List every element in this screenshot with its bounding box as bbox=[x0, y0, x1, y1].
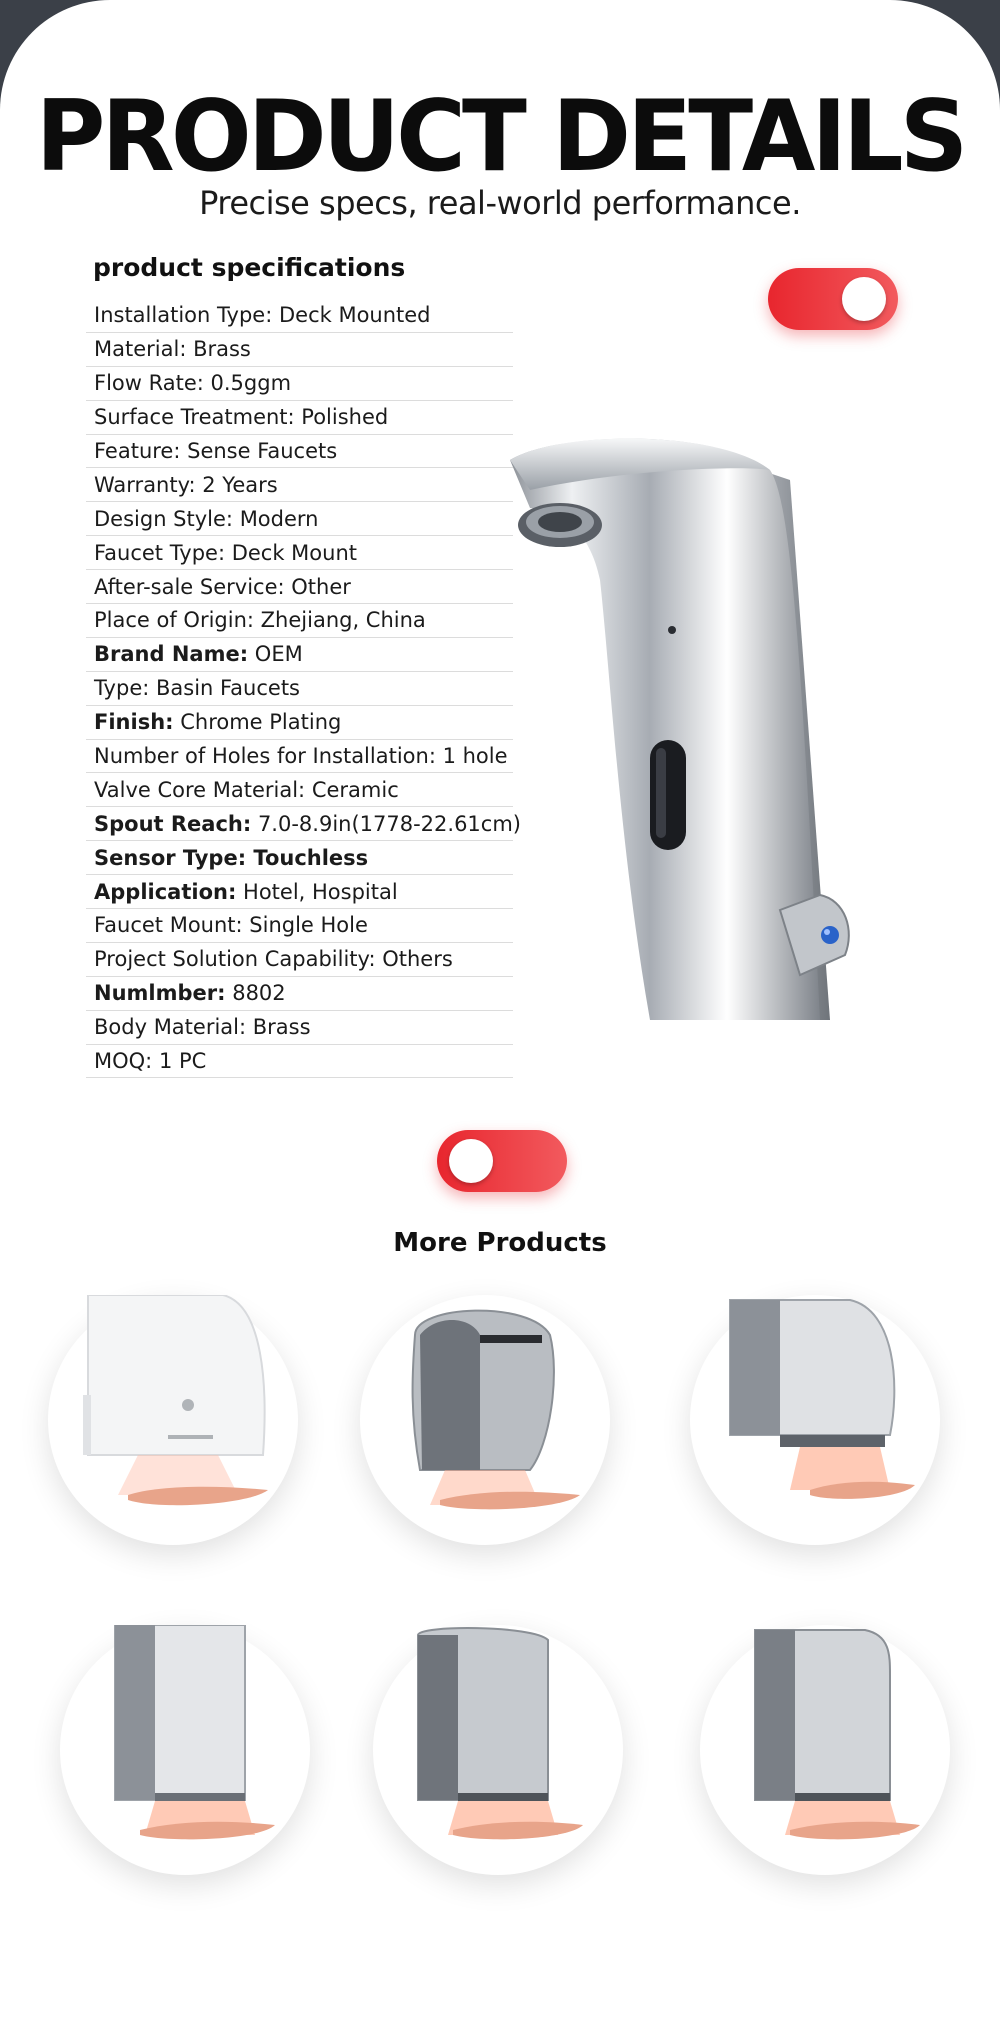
spec-key: Faucet Type: bbox=[94, 540, 226, 565]
spec-value: Ceramic bbox=[305, 777, 399, 802]
hand-dryer-icon bbox=[700, 1625, 950, 1875]
spec-row bbox=[86, 604, 513, 638]
spec-row bbox=[86, 333, 513, 367]
hand-dryer-icon bbox=[60, 1625, 310, 1875]
spec-row bbox=[86, 299, 513, 333]
spec-value: Polished bbox=[294, 405, 389, 430]
spec-value: Other bbox=[284, 574, 351, 599]
spec-value: Brass bbox=[186, 337, 251, 362]
spec-row bbox=[86, 536, 513, 570]
spec-value: Zhejiang, China bbox=[253, 608, 426, 633]
spec-value: Deck Mount bbox=[225, 540, 357, 565]
toggle-knob bbox=[449, 1139, 493, 1183]
spec-value: 2 Years bbox=[195, 472, 278, 497]
spec-key: Sensor Type: bbox=[94, 845, 247, 870]
product-thumb-1[interactable] bbox=[48, 1295, 298, 1545]
spec-row bbox=[86, 468, 513, 502]
spec-row bbox=[86, 638, 513, 672]
product-thumb-2[interactable] bbox=[360, 1295, 610, 1545]
spec-value: Chrome Plating bbox=[173, 710, 342, 735]
spec-row bbox=[86, 740, 513, 774]
spec-value: Brass bbox=[246, 1015, 311, 1040]
page-subtitle: Precise specs, real-world performance. bbox=[199, 184, 801, 222]
spec-row bbox=[86, 977, 513, 1011]
spec-value: 1 PC bbox=[152, 1049, 207, 1074]
spec-row bbox=[86, 875, 513, 909]
spec-key: After-sale Service: bbox=[94, 574, 285, 599]
spec-row bbox=[86, 773, 513, 807]
spec-key: Faucet Mount: bbox=[94, 913, 243, 938]
spec-row bbox=[86, 401, 513, 435]
spec-key: Feature: bbox=[94, 439, 181, 463]
toggle-knob bbox=[842, 277, 886, 321]
product-thumb-6[interactable] bbox=[700, 1625, 950, 1875]
spec-key: Finish: bbox=[94, 710, 174, 735]
product-thumb-5[interactable] bbox=[373, 1625, 623, 1875]
spec-value: Modern bbox=[233, 506, 319, 531]
spec-row bbox=[86, 807, 521, 841]
spec-row bbox=[86, 367, 513, 401]
spec-value: Touchless bbox=[246, 845, 369, 870]
spec-key: Flow Rate: bbox=[94, 371, 204, 396]
product-thumb-4[interactable] bbox=[60, 1625, 310, 1875]
spec-key: Brand Name: bbox=[94, 642, 249, 667]
page-title: PRODUCT DETAILS bbox=[35, 80, 965, 194]
spec-row bbox=[86, 706, 513, 740]
spec-key: Material: bbox=[94, 337, 187, 362]
spec-key: Spout Reach: bbox=[94, 811, 252, 836]
spec-value: 7.0-8.9in(1778-22.61cm) bbox=[251, 811, 521, 836]
spec-value: Others bbox=[375, 947, 453, 972]
spec-list bbox=[86, 299, 521, 1078]
spec-key: Body Material: bbox=[94, 1015, 247, 1040]
product-thumb-3[interactable] bbox=[690, 1295, 940, 1545]
spec-row bbox=[86, 570, 513, 604]
spec-value: Single Hole bbox=[242, 913, 368, 938]
hand-dryer-icon bbox=[360, 1295, 610, 1545]
more-products-title: More Products bbox=[393, 1228, 607, 1258]
spec-key: Valve Core Material: bbox=[94, 777, 306, 802]
spec-row bbox=[86, 943, 513, 977]
spec-key: Project Solution Capability: bbox=[94, 947, 376, 972]
hand-dryer-icon bbox=[690, 1295, 940, 1545]
spec-value: Deck Mounted bbox=[272, 303, 431, 328]
spec-key: Number of Holes for Installation: bbox=[94, 744, 436, 769]
spec-key: Surface Treatment: bbox=[94, 405, 295, 430]
spec-key: Warranty: bbox=[94, 472, 196, 497]
spec-key: Place of Origin: bbox=[94, 608, 254, 633]
hand-dryer-icon bbox=[48, 1295, 298, 1545]
spec-key: Design Style: bbox=[94, 506, 234, 531]
spec-value: OEM bbox=[248, 642, 303, 667]
spec-value: Sense Faucets bbox=[180, 439, 338, 463]
spec-row bbox=[86, 1011, 513, 1045]
spec-value: Basin Faucets bbox=[149, 676, 300, 701]
spec-row bbox=[86, 672, 513, 706]
spec-row bbox=[86, 1045, 513, 1079]
toggle-switch-on[interactable] bbox=[768, 268, 898, 330]
spec-key: Numlmber: bbox=[94, 981, 226, 1006]
spec-key: MOQ: bbox=[94, 1049, 153, 1074]
spec-row bbox=[86, 909, 513, 943]
spec-value: 1 hole bbox=[435, 744, 508, 769]
spec-row bbox=[86, 841, 513, 875]
spec-key: Type: bbox=[94, 676, 150, 701]
spec-heading: product specifications bbox=[93, 253, 406, 282]
spec-value: Hotel, Hospital bbox=[236, 879, 398, 904]
toggle-switch-off[interactable] bbox=[437, 1130, 567, 1192]
spec-value: 0.5ggm bbox=[203, 371, 292, 396]
spec-row bbox=[86, 502, 513, 536]
spec-row bbox=[86, 435, 513, 469]
spec-key: Installation Type: bbox=[94, 303, 273, 328]
sensor-faucet-icon bbox=[500, 430, 860, 1030]
spec-key: Application: bbox=[94, 879, 237, 904]
spec-value: 8802 bbox=[225, 981, 286, 1006]
hand-dryer-icon bbox=[373, 1625, 623, 1875]
